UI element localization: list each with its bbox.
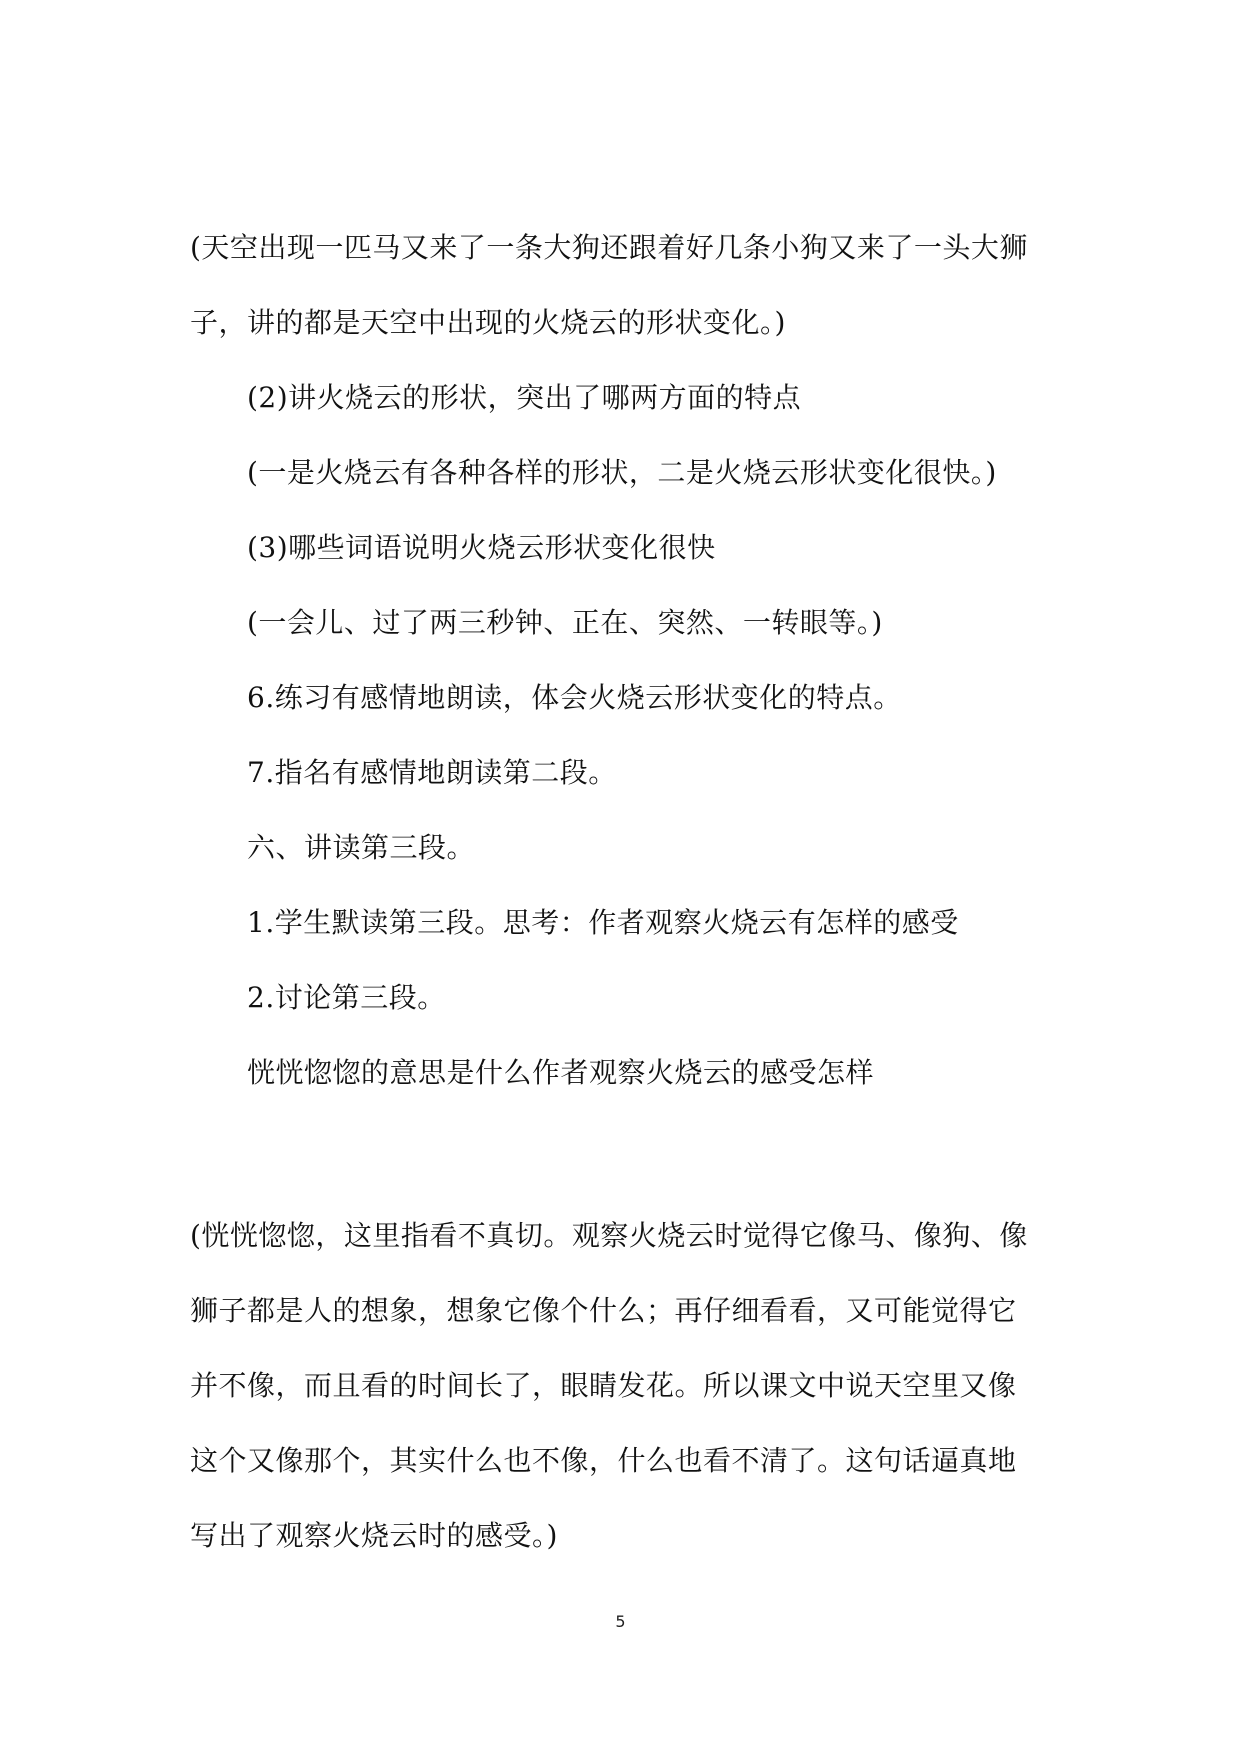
- text-line-13: (恍恍惚惚，这里指看不真切。观察火烧云时觉得它像马、像狗、像: [190, 1219, 1028, 1252]
- text-line-6: (一会儿、过了两三秒钟、正在、突然、一转眼等。): [247, 606, 883, 639]
- text-line-14: 狮子都是人的想象，想象它像个什么；再仔细看看，又可能觉得它: [190, 1294, 1017, 1327]
- text-line-16: 这个又像那个，其实什么也不像，什么也看不清了。这句话逼真地: [190, 1444, 1017, 1477]
- text-line-9: 六、讲读第三段。: [247, 831, 476, 864]
- text-line-11: 2.讨论第三段。: [247, 981, 446, 1014]
- text-line-15: 并不像，而且看的时间长了，眼睛发花。所以课文中说天空里又像: [190, 1369, 1017, 1402]
- text-line-17: 写出了观察火烧云时的感受。): [190, 1519, 558, 1552]
- text-line-4: (一是火烧云有各种各样的形状，二是火烧云形状变化很快。): [247, 456, 997, 489]
- text-line-2: 子，讲的都是天空中出现的火烧云的形状变化。): [190, 306, 786, 339]
- text-line-7: 6.练习有感情地朗读，体会火烧云形状变化的特点。: [247, 681, 902, 714]
- text-line-8: 7.指名有感情地朗读第二段。: [247, 756, 617, 789]
- text-line-5: (3)哪些词语说明火烧云形状变化很快: [247, 531, 716, 564]
- text-line-10: 1.学生默读第三段。思考：作者观察火烧云有怎样的感受: [247, 906, 959, 939]
- text-line-1: (天空出现一匹马又来了一条大狗还跟着好几条小狗又来了一头大狮: [190, 231, 1028, 264]
- page-number: 5: [615, 1612, 626, 1631]
- text-line-3: (2)讲火烧云的形状，突出了哪两方面的特点: [247, 381, 802, 414]
- text-line-12: 恍恍惚惚的意思是什么作者观察火烧云的感受怎样: [247, 1056, 875, 1089]
